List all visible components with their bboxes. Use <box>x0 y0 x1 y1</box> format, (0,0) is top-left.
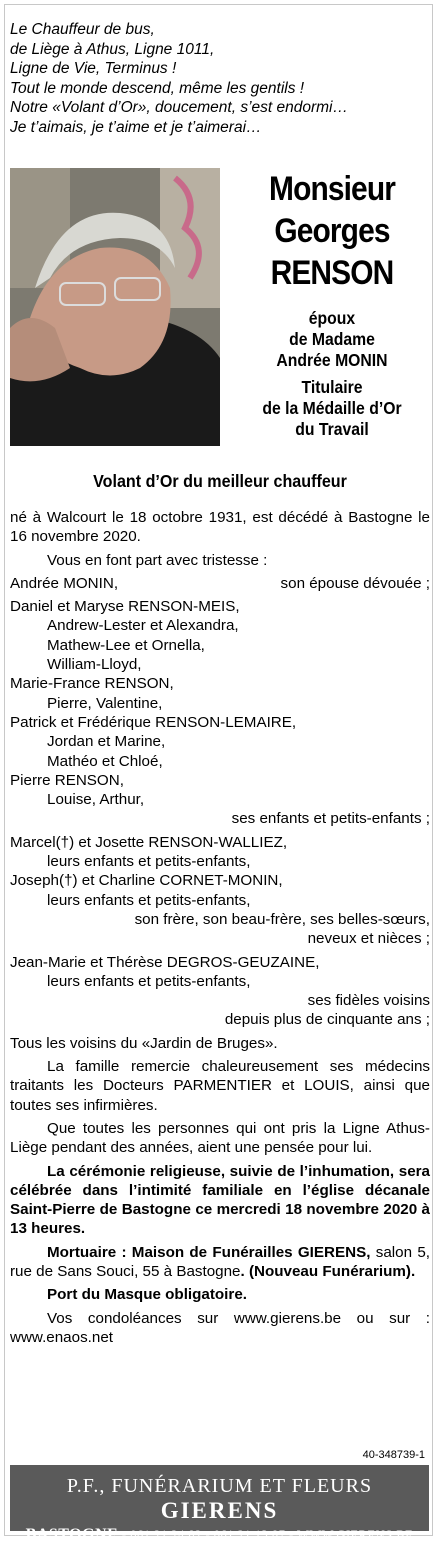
poem-line: Le Chauffeur de bus, <box>10 21 155 38</box>
siblings-role: son frère, son beau-frère, ses belles-sœurs, <box>134 910 430 928</box>
banner-contact: - 061 21 24 82 - 061 21 13 87 - WWW.GIERENS.BE <box>118 1528 414 1542</box>
poem-line: de Liège à Athus, Ligne 1011, <box>10 40 215 58</box>
siblings-role: neveux et nièces ; <box>307 930 430 948</box>
deceased-first-name: Georges <box>274 212 390 250</box>
notice-body <box>10 508 430 1347</box>
family-member-line: Patrick et Frédérique RENSON-LEMAIRE, <box>10 713 297 731</box>
family-member-line: Mathéo et Chloé, <box>47 752 163 770</box>
ligne-paragraph: Que toutes les personnes qui ont pris la Ligne Athus-Liège pendant des années, aient une pensée pour lui. <box>10 1119 430 1157</box>
poem-line: Notre «Volant d’Or», doucement, s’est endormi… <box>10 99 349 116</box>
ceremony-paragraph: La cérémonie religieuse, suivie de l’inhumation, sera célébrée dans l’intimité familiale en l’église décanale Saint-Pierre de Bastogne ce mercredi 18 novembre 2020 à 13 heures. <box>10 1162 430 1238</box>
mortuaire-note: . (Nouveau Funérarium). <box>240 1262 416 1280</box>
medal-line: de la Médaille d’Or <box>262 398 402 418</box>
neighbours-name: Jean-Marie et Thérèse DEGROS-GEUZAINE, <box>10 953 320 971</box>
birth-death-paragraph: né à Walcourt le 18 octobre 1931, est décédé à Bastogne le 16 novembre 2020. <box>10 509 430 546</box>
family-list <box>10 597 430 809</box>
reference-number: 40-348739-1 <box>362 1449 425 1461</box>
spouse-row <box>10 574 430 593</box>
family-member-line: Pierre RENSON, <box>10 771 124 789</box>
medal-line: Titulaire <box>301 377 363 397</box>
neighbours-family: leurs enfants et petits-enfants, <box>47 972 251 990</box>
intro-text: Vous en font part avec tristesse : <box>47 551 268 569</box>
poem-line: Ligne de Vie, Terminus ! <box>10 60 177 77</box>
poem-line: Je t’aimais, je t’aime et je t’aimerai… <box>10 118 262 136</box>
spouse-line: époux <box>308 308 356 328</box>
family-member-line: leurs enfants et petits-enfants, <box>47 891 251 909</box>
family-member-line: Pierre, Valentine, <box>47 694 163 712</box>
condolences-paragraph: Vos condoléances sur www.gierens.be ou sur : www.enaos.net <box>10 1309 430 1346</box>
spouse-role: son épouse dévouée ; <box>280 574 430 592</box>
poem-line: Tout le monde descend, même les gentils ! <box>10 79 305 97</box>
poem <box>10 20 430 137</box>
portrait-photo <box>10 168 220 446</box>
thanks-paragraph: La famille remercie chaleureusement ses médecins traitants les Docteurs PARMENTIER et LOUIS, ainsi que toutes ses infirmières. <box>10 1058 430 1114</box>
medal-line: du Travail <box>295 419 369 439</box>
family-member-line: leurs enfants et petits-enfants, <box>47 853 251 871</box>
spouse-name: Andrée MONIN, <box>10 574 119 592</box>
family-member-line: Marcel(†) et Josette RENSON-WALLIEZ, <box>10 833 288 851</box>
siblings-list <box>10 833 430 910</box>
deceased-title: Monsieur <box>269 170 395 208</box>
family-member-line: Daniel et Maryse RENSON-MEIS, <box>10 598 240 616</box>
family-member-line: Andrew-Lester et Alexandra, <box>47 617 239 635</box>
family-member-line: William-Lloyd, <box>47 656 142 674</box>
spouse-info <box>242 308 422 371</box>
mortuaire-paragraph <box>10 1243 430 1282</box>
volant-dor-title: Volant d’Or du meilleur chauffeur <box>93 471 347 491</box>
banner-services: P.F., FUNÉRARIUM ET FLEURS <box>66 1475 373 1497</box>
spouse-line: de Madame <box>289 329 375 349</box>
mortuaire-address: salon 5, rue de Sans Souci, 55 à Bastogne <box>10 1243 430 1280</box>
neighbours-role: depuis plus de cinquante ans ; <box>224 1011 430 1029</box>
family-member-line: Jordan et Marine, <box>47 733 166 751</box>
mortuaire-label: Mortuaire : Maison de Funérailles GIERENS, <box>47 1243 371 1261</box>
children-role: ses enfants et petits-enfants ; <box>231 810 430 828</box>
family-member-line: Marie-France RENSON, <box>10 675 174 693</box>
deceased-last-name: RENSON <box>270 254 394 292</box>
deceased-header <box>232 168 432 440</box>
banner-city: BASTOGNE <box>25 1526 119 1543</box>
family-member-line: Joseph(†) et Charline CORNET-MONIN, <box>10 872 283 890</box>
family-member-line: Mathew-Lee et Ornella, <box>47 636 205 654</box>
neighbours-role: ses fidèles voisins <box>307 992 430 1010</box>
medal-info <box>242 377 422 440</box>
banner-brand: GIERENS <box>160 1498 279 1523</box>
jardin-text: Tous les voisins du «Jardin de Bruges». <box>10 1034 278 1052</box>
family-member-line: Louise, Arthur, <box>47 791 145 809</box>
masque-notice: Port du Masque obligatoire. <box>47 1286 247 1304</box>
funeral-home-banner <box>10 1465 429 1543</box>
spouse-line: Andrée MONIN <box>276 350 388 370</box>
